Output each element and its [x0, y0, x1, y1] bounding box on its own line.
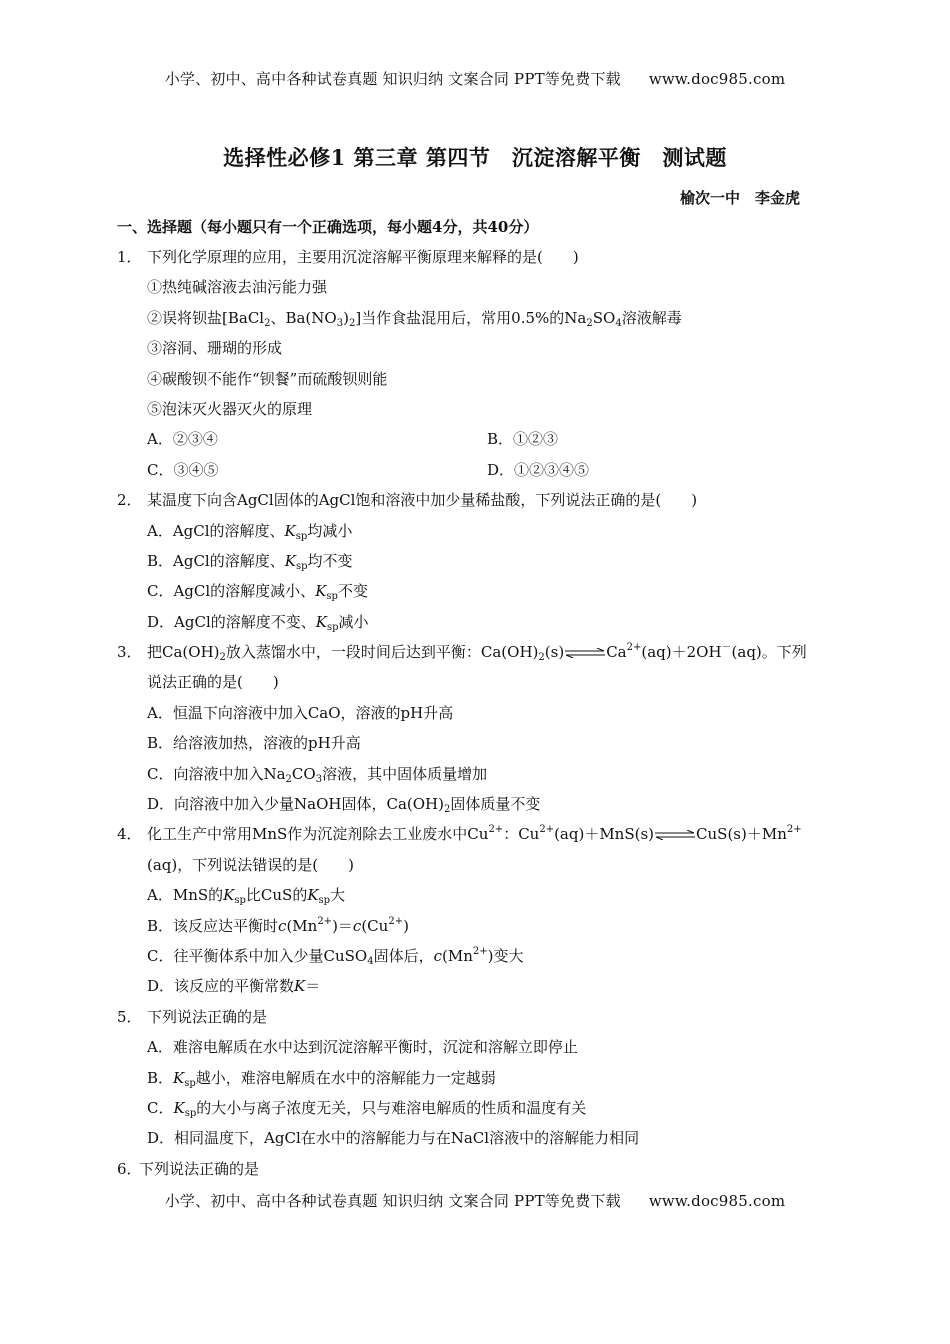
exam-content	[117, 212, 837, 1184]
page-header	[0, 68, 950, 89]
q1-item-2	[117, 303, 837, 333]
sup: 2+	[786, 824, 802, 836]
option-text: C．向溶液中加入Na	[147, 764, 286, 783]
stem-part: ：Cu	[503, 825, 540, 844]
option-text: (Mn	[286, 916, 318, 935]
header-text: 小学、初中、高中各种试卷真题 知识归纳 文案合同 PPT等免费下载	[164, 70, 621, 88]
option-text: )	[403, 916, 409, 935]
question-number: 4．	[117, 825, 142, 844]
question-number: 3．	[117, 643, 142, 662]
question-number: 1．	[117, 248, 142, 266]
option-text: 固体质量不变	[450, 795, 541, 814]
sub: 3	[315, 773, 323, 785]
q1-item-5: ⑤泡沫灭火器灭火的原理	[147, 399, 313, 418]
sub: 4	[367, 955, 374, 967]
sup: 2+	[626, 642, 642, 654]
q1-item-4: ④碳酸钡不能作“钡餐”而硫酸钡则能	[147, 369, 388, 388]
option-text: (Mn	[442, 946, 473, 965]
q2-option-d[interactable]	[117, 607, 837, 637]
question-number: 6．	[117, 1159, 142, 1178]
q3-option-d[interactable]	[117, 789, 837, 819]
q1-options-ab	[117, 424, 837, 454]
q3-stem-cont: 说法正确的是( )	[147, 673, 279, 692]
option-text: B．AgCl的溶解度、	[147, 551, 285, 570]
sub: sp	[326, 591, 338, 603]
option-text: 比CuS的	[245, 886, 308, 905]
q1-options-cd	[117, 455, 837, 485]
sub: 2	[443, 804, 451, 816]
stem-part: (aq)＋MnS(s)	[554, 825, 655, 844]
q5-option-d[interactable]: D．相同温度下，AgCl在水中的溶解能力与在NaCl溶液中的溶解能力相同	[147, 1129, 640, 1148]
stem-part: 放入蒸馏水中，一段时间后达到平衡：Ca(OH)	[225, 643, 539, 662]
question-2	[117, 485, 837, 515]
q4-option-b[interactable]	[117, 911, 837, 941]
option-text: 固体后，	[373, 946, 434, 965]
footer-site: www.doc985.com	[648, 1192, 786, 1210]
option-text: )＝	[332, 916, 353, 935]
k-symbol: K	[315, 582, 327, 601]
sub: 2	[264, 317, 271, 329]
sub: sp	[326, 621, 339, 633]
question-number: 5．	[117, 1007, 142, 1026]
sub: 3	[336, 317, 344, 329]
question-1	[117, 242, 837, 272]
equilibrium-arrow-icon	[654, 830, 696, 840]
question-4	[117, 819, 837, 849]
q1-item-3: ③溶洞、珊瑚的形成	[147, 339, 283, 358]
option-text: 均减小	[307, 521, 353, 540]
q3-option-b[interactable]: B．给溶液加热，溶液的pH升高	[147, 734, 361, 753]
sup: 2+	[472, 945, 488, 957]
stem-part: (s)	[544, 643, 565, 662]
k-symbol: K	[284, 551, 296, 570]
option-text: 的大小与离子浓度无关，只与难溶电解质的性质和温度有关	[196, 1098, 587, 1117]
c-symbol: c	[278, 916, 287, 935]
q2-option-b[interactable]	[117, 546, 837, 576]
option-text: 不变	[337, 582, 368, 601]
question-stem: 某温度下向含AgCl固体的AgCl饱和溶液中加少量稀盐酸，下列说法正确的是( )	[147, 491, 698, 510]
q1-option-d[interactable]: D．①②③④⑤	[487, 460, 590, 479]
sub: sp	[184, 1107, 197, 1119]
q1-item-2-b: 、Ba(NO	[270, 308, 337, 327]
sub: sp	[234, 895, 246, 907]
option-text: B．该反应达平衡时	[147, 916, 279, 935]
q5-option-a[interactable]: A．难溶电解质在水中达到沉淀溶解平衡时，沉淀和溶解立即停止	[147, 1038, 578, 1057]
option-text: ＝	[305, 977, 321, 996]
c-symbol: c	[433, 946, 442, 965]
stem-part: 化工生产中常用MnS作为沉淀剂除去工业废水中Cu	[147, 825, 489, 844]
c-symbol: c	[352, 916, 362, 935]
question-3	[117, 637, 837, 667]
question-stem: 下列化学原理的应用，主要用沉淀溶解平衡原理来解释的是( )	[147, 248, 579, 266]
sup: 2+	[317, 915, 333, 927]
option-text: 均不变	[307, 551, 353, 570]
sub: sp	[318, 895, 331, 907]
sub: sp	[184, 1077, 196, 1089]
q1-item-1: ①热纯碱溶液去油污能力强	[147, 278, 328, 297]
question-stem	[147, 637, 807, 667]
sup: 2+	[488, 824, 504, 836]
q5-option-c[interactable]	[117, 1093, 837, 1123]
option-text: )变大	[487, 946, 524, 965]
equilibrium-arrow-icon	[564, 648, 606, 658]
header-site: www.doc985.com	[648, 70, 786, 88]
footer-text: 小学、初中、高中各种试卷真题 知识归纳 文案合同 PPT等免费下载	[164, 1192, 621, 1210]
question-stem: 下列说法正确的是	[139, 1159, 260, 1178]
sub: 4	[615, 317, 622, 329]
option-letter: B．	[147, 1068, 174, 1087]
stem-part: (aq)＋2OH	[641, 643, 722, 662]
option-text: D．该反应的平衡常数	[147, 977, 295, 996]
q3-option-a[interactable]: A．恒温下向溶液中加入CaO，溶液的pH升高	[147, 703, 454, 722]
q1-option-a[interactable]: A．②③④	[147, 430, 218, 449]
author: 榆次一中 李金虎	[679, 189, 800, 207]
sup: 2+	[539, 824, 555, 836]
option-text: (Cu	[361, 916, 389, 935]
q3-option-c[interactable]	[117, 759, 837, 789]
question-stem	[147, 819, 802, 849]
option-text: A．AgCl的溶解度、	[147, 521, 285, 540]
q1-item-2-d: ]当作食盐混用后，常用0.5%的Na	[355, 308, 587, 327]
question-number: 2．	[117, 491, 142, 510]
q1-option-b[interactable]: B．①②③	[487, 430, 559, 449]
option-text: C．AgCl的溶解度减小、	[147, 582, 316, 601]
q5-option-b[interactable]	[117, 1063, 837, 1093]
q2-option-a[interactable]	[117, 516, 837, 546]
stem-part: CuS(s)＋Mn	[696, 825, 787, 844]
option-text: 大	[330, 886, 346, 905]
q2-option-c[interactable]	[117, 576, 837, 606]
q4-option-d[interactable]	[117, 971, 837, 1001]
sub: 2	[285, 773, 292, 785]
page-title: 选择性必修1 第三章 第四节 沉淀溶解平衡 测试题	[223, 145, 727, 170]
sub: sp	[295, 560, 308, 572]
option-letter: C．	[147, 1098, 174, 1117]
sub: 2	[219, 652, 226, 664]
k-symbol: K	[173, 1098, 185, 1117]
question-5	[117, 1002, 837, 1032]
question-stem: 下列说法正确的是	[147, 1007, 268, 1026]
option-text: 减小	[338, 612, 369, 631]
option-text: D．AgCl的溶解度不变、	[147, 612, 316, 631]
question-6	[117, 1154, 837, 1184]
q1-item-2-e: SO	[592, 308, 616, 327]
q4-option-a[interactable]	[117, 880, 837, 910]
option-text: 越小，难溶电解质在水中的溶解能力一定越弱	[195, 1068, 496, 1087]
q4-stem-cont: (aq)，下列说法错误的是( )	[147, 855, 354, 874]
q1-option-c[interactable]: C．③④⑤	[147, 460, 219, 479]
sup: 2+	[388, 915, 404, 927]
k-symbol: K	[294, 977, 306, 996]
k-symbol: K	[307, 886, 319, 905]
q1-item-2-f: 溶液解毒	[621, 308, 682, 327]
q4-option-c[interactable]	[117, 941, 837, 971]
sup: －	[721, 642, 732, 654]
q1-item-2-c: )	[343, 308, 349, 327]
option-text: CO	[291, 764, 316, 783]
stem-part: Ca	[606, 643, 627, 662]
option-text: 溶液，其中固体质量增加	[322, 764, 488, 783]
k-symbol: K	[223, 886, 235, 905]
section-heading: 一、选择题（每小题只有一个正确选项，每小题4分，共40分）	[117, 218, 539, 236]
page-footer	[0, 1190, 950, 1211]
option-text: D．向溶液中加入少量NaOH固体，Ca(OH)	[147, 795, 444, 814]
q1-item-2-a: ②误将钡盐[BaCl	[147, 308, 265, 327]
sub: sp	[295, 530, 308, 542]
option-text: C．往平衡体系中加入少量CuSO	[147, 946, 368, 965]
option-text: A．MnS的	[147, 886, 224, 905]
k-symbol: K	[315, 612, 327, 631]
stem-part: (aq)。下列	[731, 643, 807, 662]
sub: 2	[586, 317, 593, 329]
k-symbol: K	[284, 521, 296, 540]
sub: 2	[538, 652, 545, 664]
stem-part: 把Ca(OH)	[147, 643, 220, 662]
k-symbol: K	[173, 1068, 185, 1087]
sub: 2	[348, 317, 356, 329]
